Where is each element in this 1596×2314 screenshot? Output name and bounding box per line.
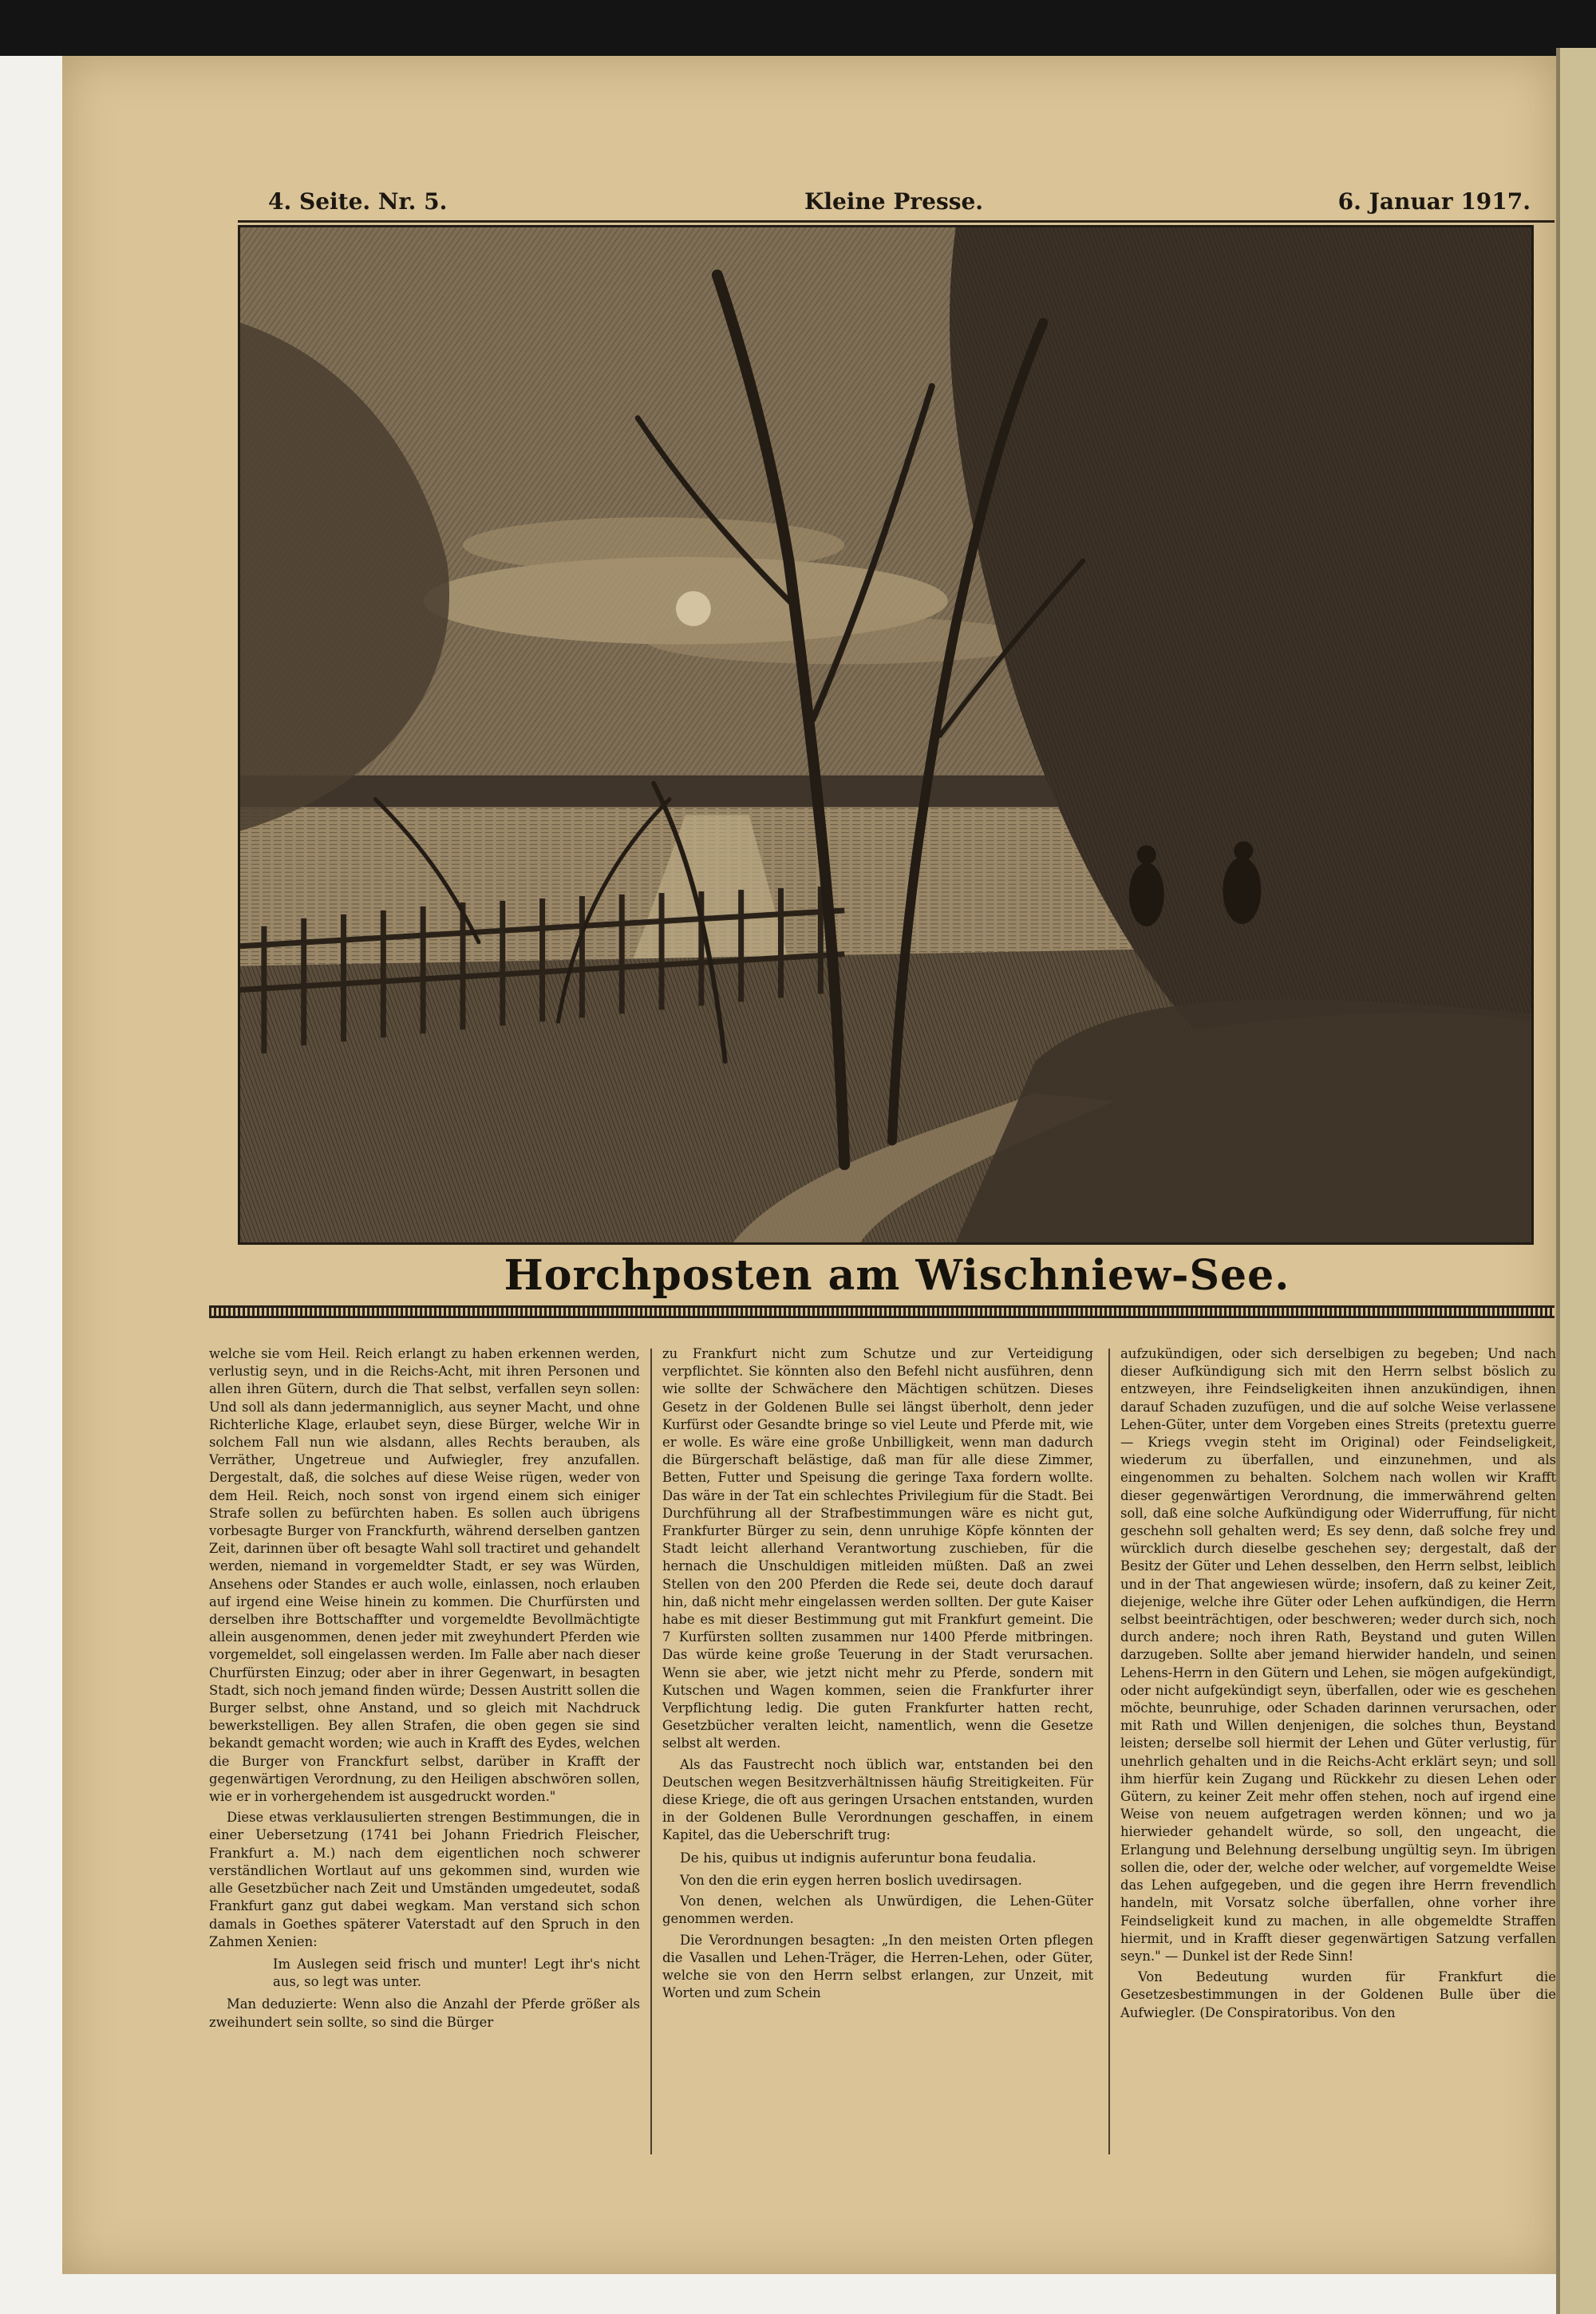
illustration-caption: Horchposten am Wischniew-See. — [504, 1251, 1290, 1300]
scan-border-top — [0, 0, 1596, 56]
paragraph: Diese etwas verklausulierten strengen Bestimmungen, die in einer Uebersetzung (1741 bei Johann Friedrich Fleischer, Frankfurt a. M.) nach dem eigentlichen noch schwerer verständlichen Wortlaut auf uns gekommen sind, wurden wie alle Gesetzbücher nach Zeit und Umständen umgedeutet, sodaß Frankfurt ganz gut dabei wegkam. Man verstand sich schon damals in Goethes späterer Vaterstadt auf den Spruch in den Zahmen Xenien: — [209, 1810, 640, 1949]
page-header — [238, 185, 1555, 223]
header-page-number: 4. Seite. Nr. 5. — [268, 188, 448, 215]
verse-quote: Im Auslegen seid frisch und munter! Legt ihr's nicht aus, so legt was unter. — [273, 1956, 640, 1990]
column-divider — [1108, 1349, 1110, 2154]
adjacent-page — [1560, 48, 1596, 2314]
paragraph: Als das Faustrecht noch üblich war, entstanden bei den Deutschen wegen Besitzverhältnissen häufig Streitigkeiten. Für diese Kriege, die oft aus geringen Ursachen entstanden, wurden in der Goldenen Bulle Verordnungen geschaffen, in einem Kapitel, das die Ueberschrift trug: — [662, 1756, 1093, 1843]
paragraph: zu Frankfurt nicht zum Schutze und zur Verteidigung verpflichtet. Sie könnten also den Befehl nicht ausführen, denn wie sollte der Schwächere den Mächtigen schützen. Dieses Gesetz in der Goldenen Bulle sei längst überholt, denn jeder Kurfürst oder Gesandte bringe so viel Leute und Pferde mit, wie er wolle. Es wäre eine große Unbilligkeit, wenn man dadurch die Bürgerschaft belästige, daß man für alle diese Zimmer, Betten, Futter und Speisung die geringe Taxa fordern wollte. Das wäre in der Tat ein schlechtes Privilegium für die Stadt. Bei Durchführung all der Strafbestimmungen wäre es nicht gut, Frankfurter Bürger zu sein, denn unruhige Köpfe könnten der Stadt leicht allerhand Verantwortung zuschieben, für die hernach die Unschuldigen mitleiden müßten. Daß an zwei Stellen von den 200 Pferden die Rede sei, deute doch darauf hin, daß nicht mehr eingelassen werden sollten. Der gute Kaiser habe es mit dieser Bestimmung gut mit Frankfurt gemeint. Die 7 Kurfürsten sollten zusammen nur 1400 Pferde mitbringen. Das würde keine große Teuerung in der Stadt verursachen. Wenn sie aber, wie jetzt nicht mehr zu Pferde, sondern mit Kutschen und Wagen kommen, seien die Frankfurter ihrer Verpflichtung ledig. Die guten Frankfurter hatten recht, Gesetzbücher veralten leicht, namentlich, wenn die Gesetze selbst alt werden. — [662, 1346, 1093, 1751]
text-column-2 — [662, 1345, 1093, 2162]
paragraph: Von denen, welchen als Unwürdigen, die Lehen-Güter genommen werden. — [662, 1893, 1093, 1927]
paragraph: Von Bedeutung wurden für Frankfurt die Gesetzesbestimmungen in der Goldenen Bulle über die Aufwiegler. (De Conspiratoribus. Von den — [1120, 1969, 1556, 2020]
paragraph: aufzukündigen, oder sich derselbigen zu begeben; Und nach dieser Aufkündigung sich mit den Herrn selbst böslich zu entzweyen, ihre Feindseligkeiten ihnen anzukündigen, ihnen darauf Schaden zuzufügen, und die auf solche Weise verlassene Lehen-Güter, unter dem Vorgeben eines Streits (pretextu guerre — Kriegs vvegin steht im Original) oder Feindseligkeit, wiederum zu überfallen, und einzunehmen, und als eingenommen zu behalten. Solchem nach wollen wir Krafft dieser gegenwärtigen Verordnung, die immerwährend gelten soll, daß eine solche Aufkündigung oder Widerruffung, für nicht geschehn soll gehalten werd; Es sey denn, daß solche frey und würcklich durch dieselbe geschehen sey; dergestalt, daß der Besitz der Güter und Lehen desselben, den Herrn selbst, leiblich und in der That angewiesen würde; insofern, daß zu keiner Zeit, diejenige, welche ihre Güter oder Lehen aufkündigen, die Herrn selbst beeinträchtigen, oder beschweren; weder durch sich, noch durch andere; noch ihren Rath, Beystand und guten Willen darzugeben. Sollte aber jemand hierwider handeln, und seinen Lehens-Herrn in den Gütern und Lehen, sie mögen aufgekündigt, oder nicht aufgekündigt seyn, überfallen, oder wie es geschehen möchte, beunruhige, oder Schaden darinnen verursachen, oder mit Rath und Willen denjenigen, die solches thun, Beystand leisten; derselbe soll hiermit der Lehen und Güter verlustig, für unehrlich gehalten und in die Reichs-Acht erklärt seyn; und soll ihm hierfür kein Zugang und Rückkehr zu diesen Lehen oder Gütern, zu keiner Zeit mehr offen stehen, noch auf irgend eine Weise von neuem aufgetragen werden können; und wo ja hierwieder gehandelt würde, so soll, den ungeacht, die Erlangung und Belehnung derselbung ungültig seyn. Im übrigen sollen die, oder der, welche oder welcher, auf vorgemeldte Weise das Lehen aufgegeben, und die gegen ihre Herrn frevendlich handeln, mit Vorsatz solche überfallen, ohne vorher ihre Feindseligkeit kund zu machen, in alle obgemeldte Straffen hiermit, und in Krafft dieser gegenwärtigen Satzung verfallen seyn." — Dunkel ist der Rede Sinn! — [1120, 1346, 1556, 1964]
engraving-illustration-icon — [240, 227, 1531, 1242]
paragraph: Von den die erin eygen herren boslich uvedirsagen. — [680, 1872, 1022, 1888]
header-masthead: Kleine Presse. — [804, 188, 984, 215]
text-column-1 — [209, 1345, 640, 2162]
paragraph: welche sie vom Heil. Reich erlangt zu haben erkennen werden, verlustig seyn, und in die Reichs-Acht, mit ihren Personen und allen ihren Gütern, durch die That selbst, verfallen seyn sollen: Und soll als dann jedermanniglich, aus seyner Macht, und ohne Richterliche Klage, erlaubet seyn, diese Bürger, welche Wir in solchem Fall nun wie alsdann, alles Rechts berauben, als Verräther, Ungetreue und Aufwiegler, frey anzufallen. Dergestalt, daß, die solches auf diese Weise rügen, weder von dem Heil. Reich, noch sonst von irgend einem sich einiger Strafe sollen zu befürchten haben. Es sollen auch übrigens vorbesagte Burger von Franckfurth, während derselben gantzen Zeit, darinnen über oft besagte Wahl soll tractiret und gehandelt werden, niemand in vorgemeldter Stadt, er sey was Würden, Ansehens oder Standes er auch wolle, einlassen, noch erlauben auf irgend eine Weise hinein zu kommen. Die Churfürsten und derselben ihre Bottschaffter und vorgemeldte Bevollmächtigte allein ausgenommen, denen jeder mit zweyhundert Pferden wie vorgemeldet, soll eingelassen werden. Im Falle aber nach dieser Churfürsten Einzug; oder aber in ihrer Gegenwart, in besagten Stadt, sich noch jemand finden würde; Dessen Austritt sollen die Burger selbst, ohne Anstand, und so gleich mit Nachdruck bewerkstelligen. Bey allen Strafen, die oben gegen sie sind bekandt gemacht worden; wie auch in Krafft des Eydes, welchen die Burger von Franckfurt selbst, darüber in Krafft der gegenwärtigen Verordnung, zu den Heiligen abschwören sollen, wie er in vorhergehendem ist ausgedruckt worden." — [209, 1346, 640, 1805]
paragraph: Die Verordnungen besagten: „In den meisten Orten pflegen die Vasallen und Lehen-Träger, die Herren-Lehen, oder Güter, welche sie von den Herrn selbst erlangen, zur Unzeit, mit Worten und zum Schein — [662, 1932, 1093, 2001]
latin-heading: De his, quibus ut indignis auferuntur bona feudalia. — [680, 1850, 1037, 1866]
text-column-3 — [1120, 1345, 1556, 2162]
ornamental-rule — [209, 1305, 1555, 1318]
header-date: 6. Januar 1917. — [1337, 188, 1531, 215]
column-divider — [650, 1349, 652, 2154]
paragraph: Man deduzierte: Wenn also die Anzahl der Pferde größer als zweihundert sein sollte, so sind die Bürger — [209, 1996, 640, 2030]
engraving-illustration — [238, 225, 1534, 1245]
